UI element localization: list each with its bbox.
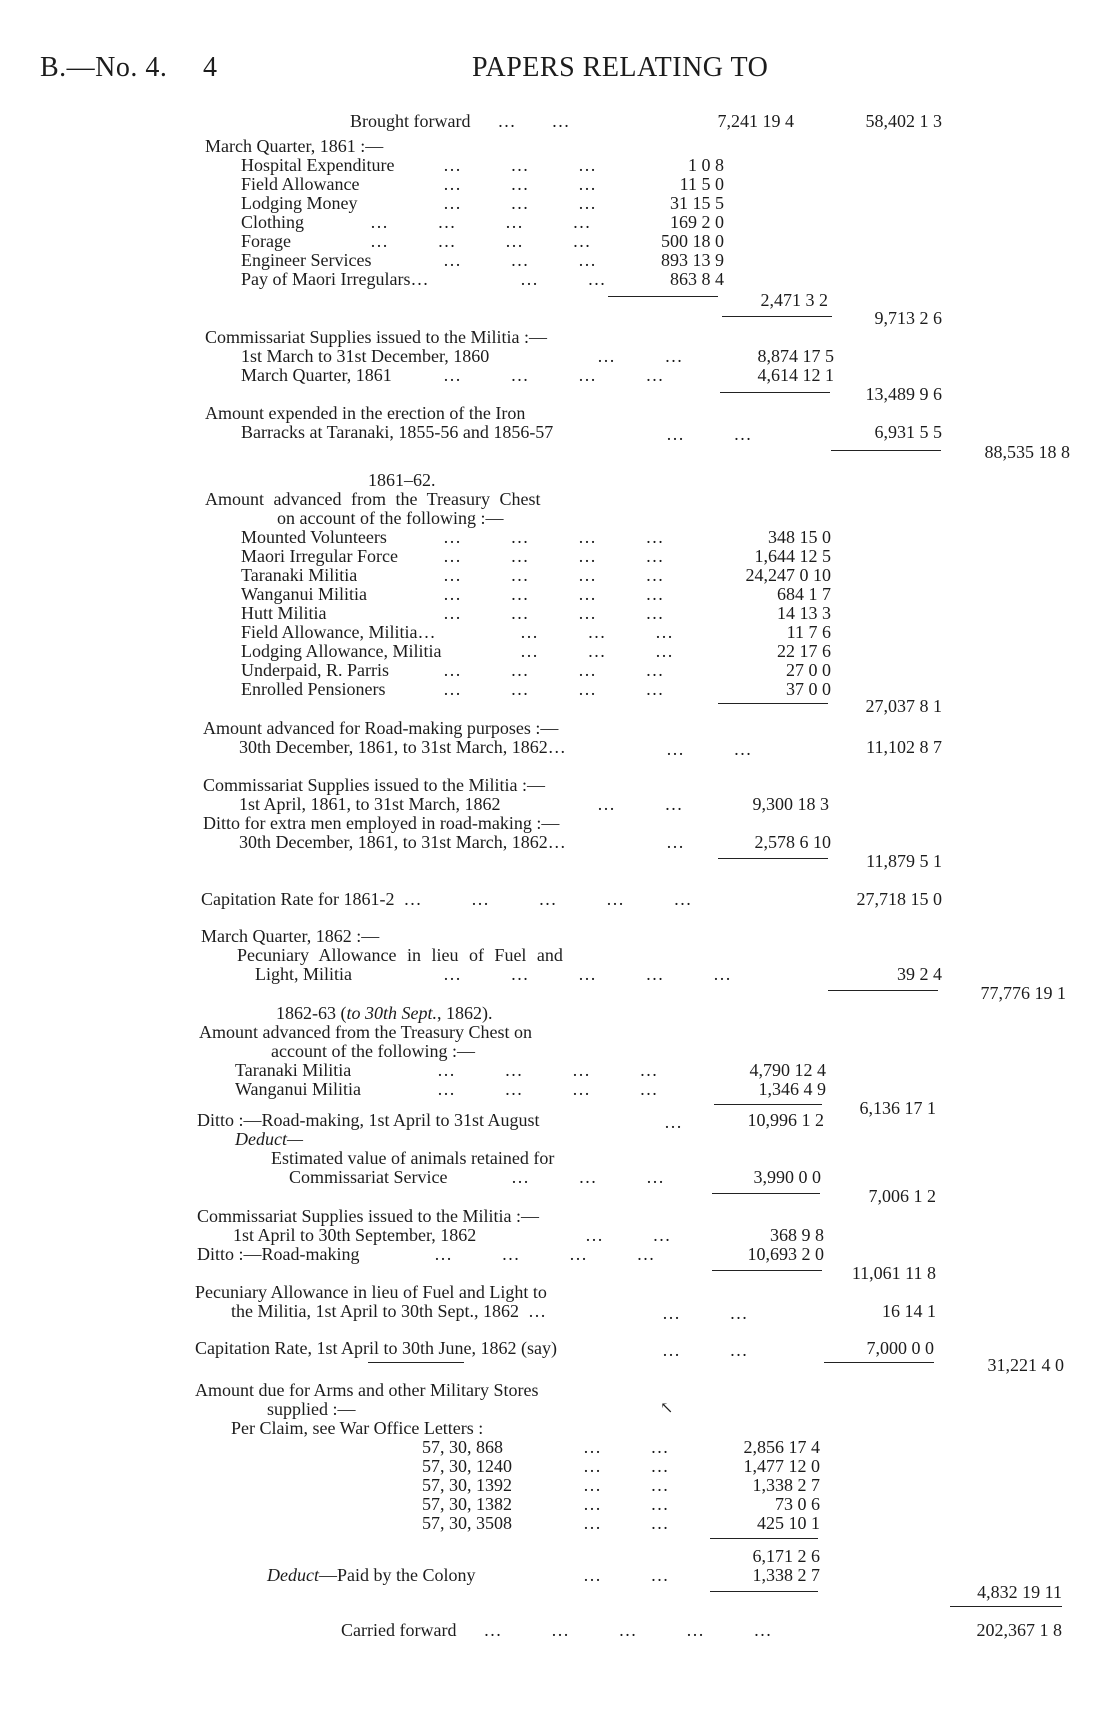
section-heading: Commissariat Supplies issued to the Militia :— (203, 775, 545, 795)
leader-dots: … … … … (370, 231, 591, 251)
rule (828, 990, 938, 991)
leader-dots: … … (583, 1456, 669, 1476)
subtotal-amount: 2,471 3 2 (760, 290, 828, 310)
entry-text: Amount advanced for Road-making purposes :— (203, 718, 559, 738)
line-item-amount: 8,874 17 5 (757, 346, 834, 366)
line-item-amount: 11 5 0 (679, 174, 724, 194)
entry-text: 30th December, 1861, to 31st March, 1862… (239, 832, 566, 852)
entry-text: Amount expended in the erection of the Iron (205, 403, 526, 423)
line-item-amount: 1 0 8 (688, 155, 724, 175)
leader-dots: … … … (443, 155, 596, 175)
section-total: 11,879 5 1 (866, 851, 942, 871)
entry-text: Amount due for Arms and other Military Stores (195, 1380, 539, 1400)
leader-dots: … … … … (443, 546, 664, 566)
document-code: B.—No. 4. (40, 52, 168, 83)
line-item-label: Engineer Services (241, 250, 372, 270)
line-item-label: Mounted Volunteers (241, 527, 387, 547)
section-heading: March Quarter, 1861 :— (205, 136, 384, 156)
line-item-amount: 1,338 2 7 (752, 1565, 820, 1585)
line-item-amount: 27 0 0 (786, 660, 831, 680)
entry-text: Amount advanced from the Treasury Chest on (199, 1022, 532, 1042)
pen-mark: ↖ (660, 1400, 674, 1417)
rule (714, 1104, 822, 1105)
line-item-label: Field Allowance, Militia… (241, 622, 436, 642)
leader-dots: … … (585, 1225, 671, 1245)
leader-dots: … (664, 1112, 682, 1132)
entry-amount: 6,931 5 5 (874, 422, 942, 442)
line-item-label: Pay of Maori Irregulars… (241, 269, 429, 289)
line-item-label: Taranaki Militia (235, 1060, 352, 1080)
line-item-amount: 73 0 6 (775, 1494, 820, 1514)
brought-forward-label: Brought forward … … (350, 111, 570, 131)
entry-text: Pecuniary Allowance in lieu of Fuel and (237, 945, 563, 965)
entry-text: Ditto :—Road-making, 1st April to 31st August (197, 1110, 540, 1130)
leader-dots: … … … … (437, 1060, 658, 1080)
section-total: 6,136 17 1 (859, 1098, 936, 1118)
entry-amount: 39 2 4 (897, 964, 942, 984)
line-item-amount: 169 2 0 (670, 212, 724, 232)
line-item-label: Taranaki Militia (241, 565, 358, 585)
entry-amount: 11,102 8 7 (866, 737, 942, 757)
carried-forward-amount: 202,367 1 8 (976, 1620, 1062, 1640)
rule (608, 296, 718, 297)
section-heading: March Quarter, 1862 :— (201, 926, 380, 946)
line-item-label: Hutt Militia (241, 603, 327, 623)
entry-text: Pecuniary Allowance in lieu of Fuel and Light to (195, 1282, 547, 1302)
line-item-label: Field Allowance (241, 174, 360, 194)
entry-text: the Militia, 1st April to 30th Sept., 1862 … (231, 1301, 546, 1321)
section-heading: Commissariat Supplies issued to the Militia :— (205, 327, 547, 347)
line-item-amount: 4,614 12 1 (757, 365, 834, 385)
line-item-amount: 11 7 6 (786, 622, 831, 642)
page-number: 4 (203, 52, 218, 83)
entry-text: supplied :— (267, 1399, 356, 1419)
leader-dots: … … … (443, 250, 596, 270)
war-office-letter: 57, 30, 3508 (422, 1513, 512, 1533)
line-item-label: Enrolled Pensioners (241, 679, 386, 699)
entry-text: Ditto :—Road-making (197, 1244, 360, 1264)
entry-text: Estimated value of animals retained for (271, 1148, 555, 1168)
subtotal-amount: 6,171 2 6 (752, 1546, 820, 1566)
year-heading: 1861–62. (368, 470, 436, 490)
rule (720, 392, 830, 393)
line-item-amount: 348 15 0 (768, 527, 831, 547)
leader-dots: … … … … (437, 1079, 658, 1099)
rule (718, 703, 828, 704)
section-total: 11,061 11 8 (851, 1263, 936, 1283)
entry-text: account of the following :— (271, 1041, 475, 1061)
rule (712, 1193, 820, 1194)
leader-dots: … … … (443, 193, 596, 213)
entry-amount: 10,693 2 0 (747, 1244, 824, 1264)
grand-total: 77,776 19 1 (980, 983, 1066, 1003)
line-item-amount: 22 17 6 (777, 641, 831, 661)
leader-dots: … … (583, 1437, 669, 1457)
entry-amount: 9,300 18 3 (752, 794, 829, 814)
war-office-letter: 57, 30, 1392 (422, 1475, 512, 1495)
line-item-amount: 24,247 0 10 (745, 565, 831, 585)
leader-dots: … … … … (443, 565, 664, 585)
brought-forward-amount-2: 58,402 1 3 (865, 111, 942, 131)
section-total: 13,489 9 6 (865, 384, 942, 404)
page-title: PAPERS RELATING TO (472, 52, 769, 83)
year-heading: 1862-63 (to 30th Sept., 1862). (276, 1003, 493, 1023)
entry-text: Light, Militia (255, 964, 352, 984)
leader-dots: … … … … (443, 365, 664, 385)
entry-amount: 10,996 1 2 (747, 1110, 824, 1130)
entry-amount: 2,578 6 10 (754, 832, 831, 852)
entry-amount: 3,990 0 0 (753, 1167, 821, 1187)
section-heading: Commissariat Supplies issued to the Militia :— (197, 1206, 539, 1226)
line-item-amount: 14 13 3 (777, 603, 831, 623)
leader-dots: … … … (520, 622, 673, 642)
entry-text: Per Claim, see War Office Letters : (231, 1418, 484, 1438)
rule (950, 1606, 1062, 1607)
line-item-label: Forage (241, 231, 291, 251)
line-item-label: March Quarter, 1861 (241, 365, 392, 385)
entry-amount: 27,718 15 0 (856, 889, 942, 909)
entry-text: Ditto for extra men employed in road-making :— (203, 813, 560, 833)
leader-dots: … (666, 832, 684, 852)
entry-text: Capitation Rate, 1st April to 30th June, 1862 (say) (195, 1338, 557, 1358)
entry-text: Commissariat Service (289, 1167, 448, 1187)
leader-dots: … … … … (370, 212, 591, 232)
entry-amount: 7,000 0 0 (866, 1338, 934, 1358)
rule (368, 1362, 464, 1363)
line-item-amount: 684 1 7 (777, 584, 831, 604)
line-item-label: Wanganui Militia (235, 1079, 362, 1099)
line-item-label: Clothing (241, 212, 305, 232)
rule (712, 1270, 822, 1271)
deduct-label: Deduct— (235, 1129, 303, 1149)
entry-text: Amount advanced from the Treasury Chest (205, 489, 541, 509)
leader-dots: … … (662, 1303, 748, 1323)
line-item-amount: 1,346 4 9 (758, 1079, 826, 1099)
line-item-amount: 4,790 12 4 (749, 1060, 826, 1080)
leader-dots: … … … (511, 1167, 664, 1187)
brought-forward-amount-1: 7,241 19 4 (717, 111, 794, 131)
leader-dots: … … (666, 424, 752, 444)
line-item-amount: 2,856 17 4 (743, 1437, 820, 1457)
grand-total: 4,832 19 11 (977, 1582, 1062, 1602)
line-item-amount: 893 13 9 (661, 250, 724, 270)
leader-dots: … … … … (434, 1244, 655, 1264)
leader-dots: … … … … (443, 527, 664, 547)
rule (710, 1538, 818, 1539)
line-item-label: Lodging Allowance, Militia (241, 641, 442, 661)
leader-dots: … … (583, 1475, 669, 1495)
grand-total: 88,535 18 8 (984, 442, 1070, 462)
entry-amount: 368 9 8 (770, 1225, 824, 1245)
entry-amount: 16 14 1 (882, 1301, 936, 1321)
entry-text: on account of the following :— (277, 508, 504, 528)
line-item-label: Maori Irregular Force (241, 546, 398, 566)
leader-dots: … … (520, 269, 606, 289)
leader-dots: … … … (443, 174, 596, 194)
section-total: 9,713 2 6 (874, 308, 942, 328)
leader-dots: … … … … (443, 660, 664, 680)
leader-dots: … … (666, 739, 752, 759)
section-total: 27,037 8 1 (865, 696, 942, 716)
entry-text: Capitation Rate for 1861-2 … … … … … (201, 889, 692, 909)
war-office-letter: 57, 30, 1382 (422, 1494, 512, 1514)
line-item-label: Lodging Money (241, 193, 358, 213)
line-item-amount: 500 18 0 (661, 231, 724, 251)
line-item-label: Hospital Expenditure (241, 155, 395, 175)
section-total: 7,006 1 2 (868, 1186, 936, 1206)
rule (831, 450, 941, 451)
deduct-text: Deduct—Paid by the Colony (267, 1565, 476, 1585)
line-item-amount: 37 0 0 (786, 679, 831, 699)
rule (824, 1362, 934, 1363)
leader-dots: … … (583, 1565, 669, 1585)
leader-dots: … … … … … (443, 964, 731, 984)
leader-dots: … … (583, 1494, 669, 1514)
line-item-label: Wanganui Militia (241, 584, 368, 604)
carried-forward-label: Carried forward … … … … … (341, 1620, 772, 1640)
leader-dots: … … … … (443, 584, 664, 604)
line-item-amount: 1,477 12 0 (743, 1456, 820, 1476)
leader-dots: … … (583, 1513, 669, 1533)
leader-dots: … … … … (443, 603, 664, 623)
leader-dots: … … … … (443, 679, 664, 699)
leader-dots: … … (597, 794, 683, 814)
line-item-amount: 31 15 5 (670, 193, 724, 213)
line-item-amount: 1,338 2 7 (752, 1475, 820, 1495)
rule (722, 316, 832, 317)
line-item-amount: 1,644 12 5 (754, 546, 831, 566)
rule (710, 1591, 818, 1592)
line-item-label: 1st March to 31st December, 1860 (241, 346, 490, 366)
entry-text: 30th December, 1861, to 31st March, 1862… (239, 737, 566, 757)
grand-total: 31,221 4 0 (987, 1355, 1064, 1375)
leader-dots: … … (597, 346, 683, 366)
entry-text: 1st April to 30th September, 1862 (233, 1225, 477, 1245)
entry-text: Barracks at Taranaki, 1855-56 and 1856-57 (241, 422, 554, 442)
line-item-amount: 425 10 1 (757, 1513, 820, 1533)
line-item-label: Underpaid, R. Parris (241, 660, 389, 680)
entry-text: 1st April, 1861, to 31st March, 1862 (239, 794, 501, 814)
leader-dots: … … (662, 1340, 748, 1360)
line-item-amount: 863 8 4 (670, 269, 724, 289)
war-office-letter: 57, 30, 868 (422, 1437, 503, 1457)
leader-dots: … … … (520, 641, 673, 661)
war-office-letter: 57, 30, 1240 (422, 1456, 512, 1476)
rule (718, 858, 828, 859)
